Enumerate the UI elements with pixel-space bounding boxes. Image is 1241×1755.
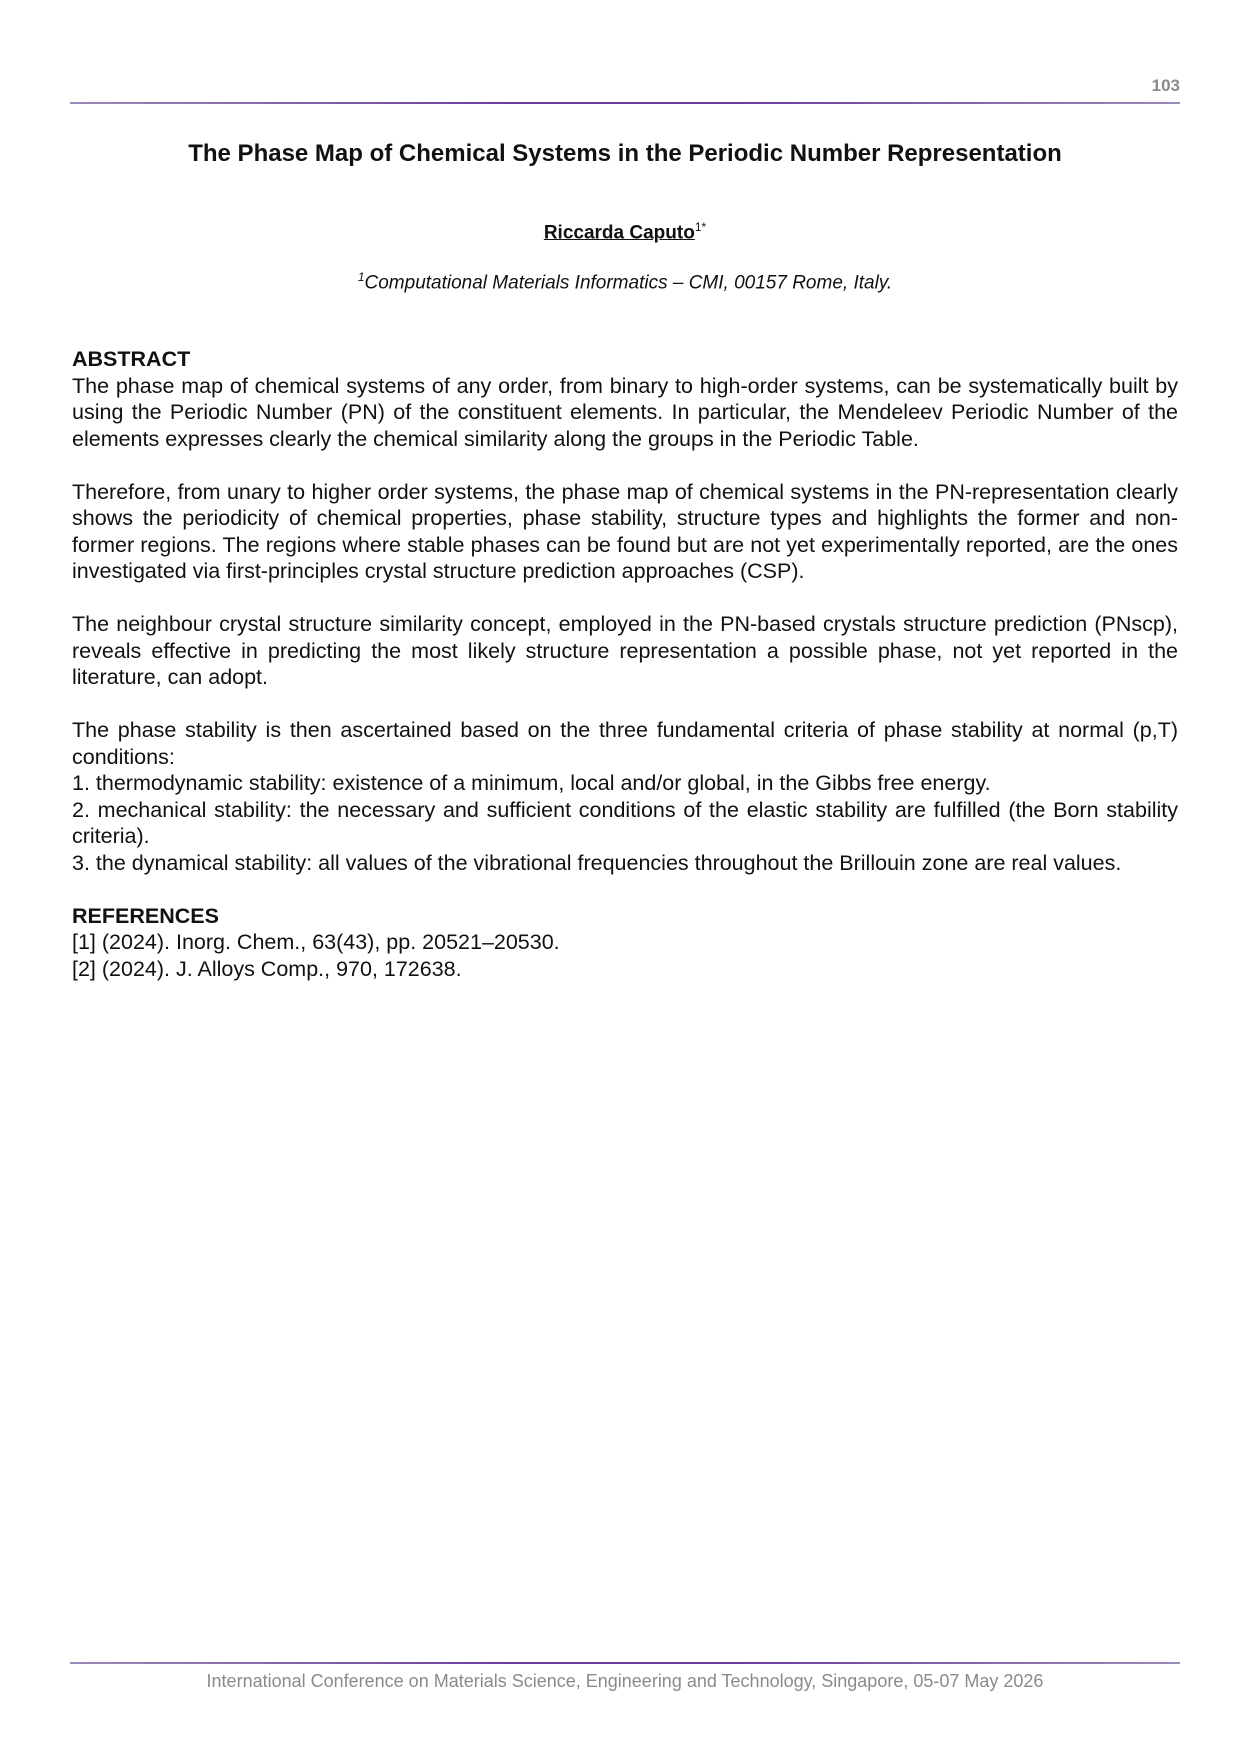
reference-2: [2] (2024). J. Alloys Comp., 970, 172638. <box>72 956 462 981</box>
main-content <box>72 346 1178 982</box>
abstract-heading: ABSTRACT <box>72 347 191 371</box>
abstract-paragraph-3: The neighbour crystal structure similarity concept, employed in the PN-based crystals structure prediction (PNscp), reveals effective in predicting the most likely structure representation a possible phase, not yet reported in the literature, can adopt. <box>72 612 1178 689</box>
abstract-paragraph-1: The phase map of chemical systems of any order, from binary to high-order systems, can be systematically built by using the Periodic Number (PN) of the constituent elements. In particular, the Mendeleev Periodic Number of the elements expresses clearly the chemical similarity along the groups in the Periodic Table. <box>72 373 1178 451</box>
page-number: 103 <box>1151 76 1180 95</box>
abstract-paragraph-2: Therefore, from unary to higher order systems, the phase map of chemical systems in the PN-representation clearly shows the periodicity of chemical properties, phase stability, structure types and highlights the former and non-former regions. The regions where stable phases can be found but are not yet experimentally reported, are the ones investigated via first-principles crystal structure prediction approaches (CSP). <box>72 479 1178 583</box>
author-line <box>70 220 1180 244</box>
paper-title: The Phase Map of Chemical Systems in the Periodic Number Representation <box>188 140 1062 167</box>
affiliation-text: Computational Materials Informatics – CMI, 00157 Rome, Italy. <box>364 272 893 294</box>
criteria-item-2: 2. mechanical stability: the necessary and sufficient conditions of the elastic stability are fulfilled (the Born stability criteria). <box>72 797 1178 848</box>
abstract-paragraph-4: The phase stability is then ascertained based on the three fundamental criteria of phase stability at normal (p,T) conditions: <box>72 718 1178 769</box>
author-marker: 1* <box>694 220 707 234</box>
references-heading: REFERENCES <box>72 903 219 928</box>
criteria-item-3: 3. the dynamical stability: all values of the vibrational frequencies throughout the Brillouin zone are real values. <box>72 850 1122 875</box>
affiliation <box>70 270 1180 294</box>
footer-divider <box>70 1662 1180 1664</box>
conference-footer: International Conference on Materials Science, Engineering and Technology, Singapore, 05-07 May 2026 <box>206 1671 1044 1691</box>
author-name: Riccarda Caputo <box>543 222 695 244</box>
header-divider <box>70 102 1180 104</box>
reference-1: [1] (2024). Inorg. Chem., 63(43), pp. 20521–20530. <box>72 930 560 954</box>
criteria-item-1: 1. thermodynamic stability: existence of a minimum, local and/or global, in the Gibbs free energy. <box>72 771 991 795</box>
affiliation-marker: 1 <box>357 270 365 284</box>
